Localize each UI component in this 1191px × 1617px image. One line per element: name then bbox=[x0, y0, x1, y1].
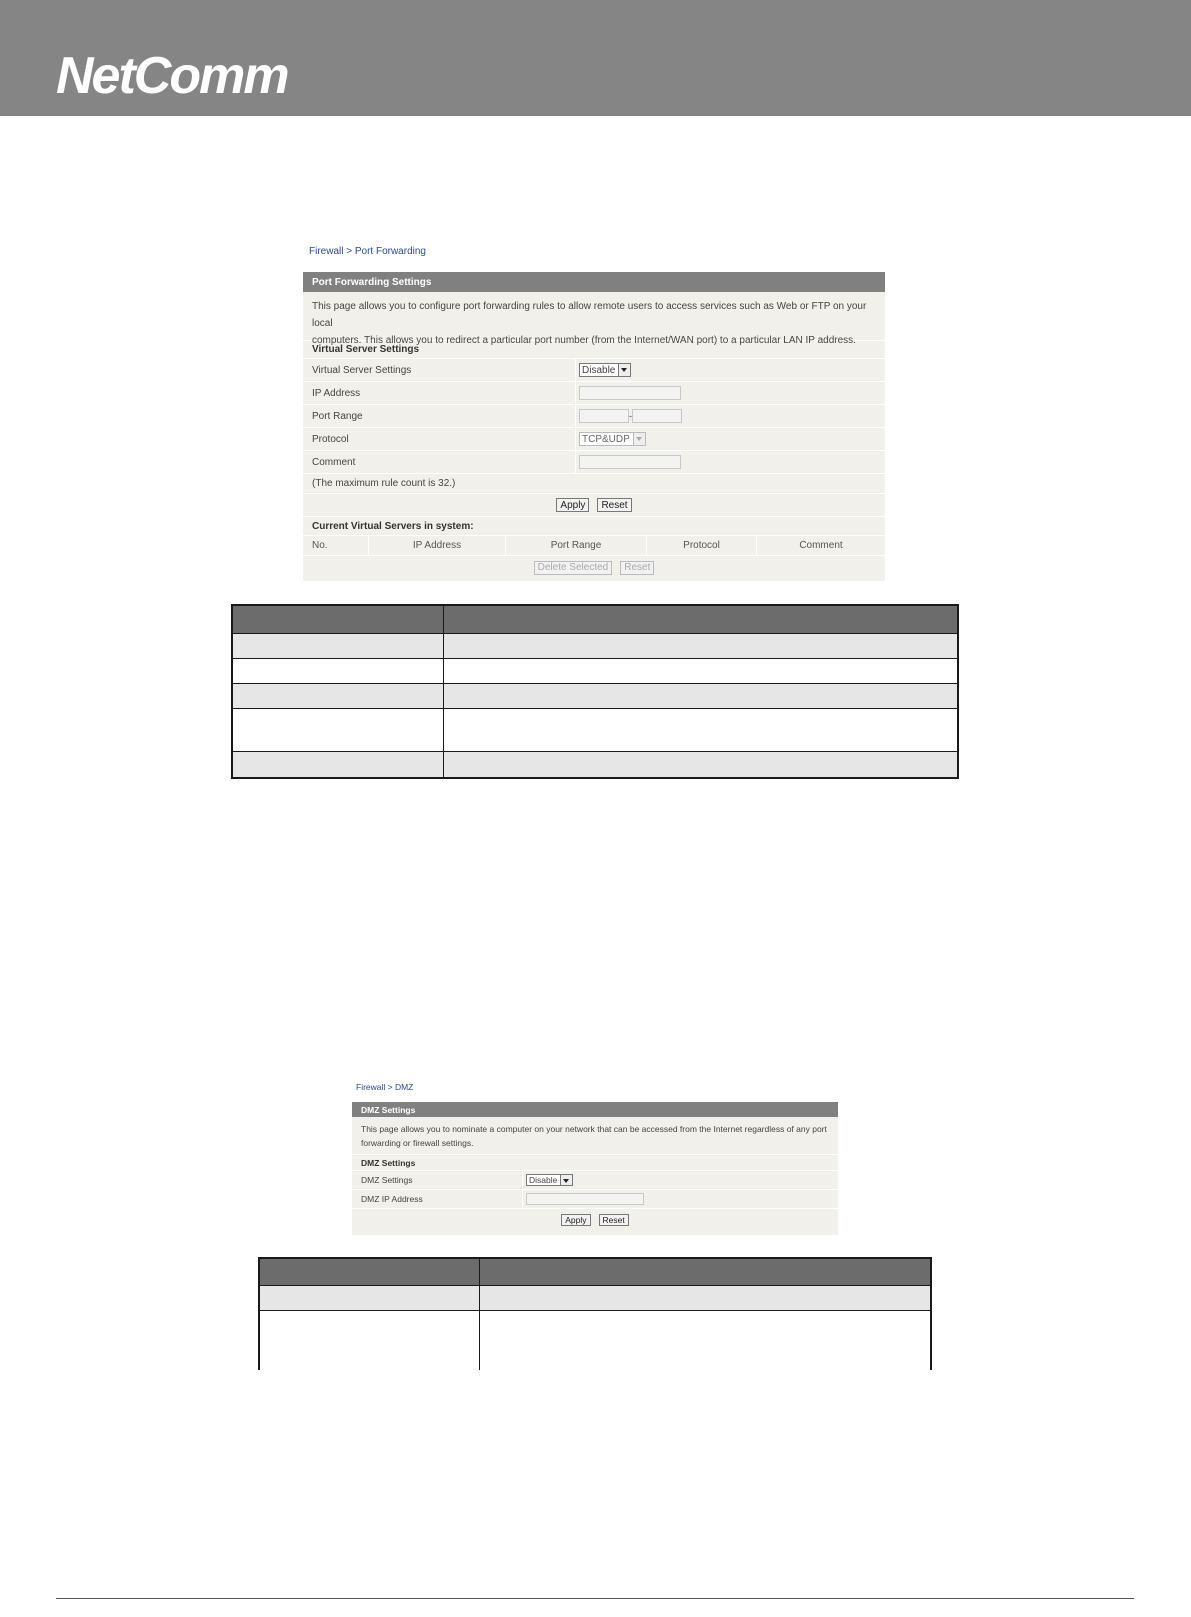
button-bar bbox=[303, 493, 885, 516]
delete-selected-button[interactable]: Delete Selected bbox=[534, 561, 613, 575]
protocol-row bbox=[303, 427, 885, 450]
description-line: This page allows you to configure port forwarding rules to allow remote users to access services such as Web or FTP on your local bbox=[312, 301, 867, 329]
panel-title: Port Forwarding Settings bbox=[303, 272, 885, 292]
chevron-down-icon bbox=[560, 1175, 572, 1185]
protocol-select[interactable] bbox=[579, 432, 646, 446]
port-start-input[interactable] bbox=[579, 409, 629, 423]
current-servers-title: Current Virtual Servers in system: bbox=[303, 516, 885, 535]
description-line: computers. This allows you to redirect a particular port number (from the Internet/WAN port) to a particular LAN IP address. bbox=[312, 335, 856, 346]
table-row bbox=[233, 751, 957, 777]
dmz-table bbox=[258, 1257, 932, 1370]
field-label: Comment bbox=[303, 451, 576, 473]
ip-address-input[interactable] bbox=[579, 386, 681, 400]
footer-divider bbox=[56, 1598, 1134, 1599]
description-line: forwarding or firewall settings. bbox=[361, 1138, 474, 1148]
dmz-ip-input[interactable] bbox=[526, 1193, 644, 1205]
section-title: DMZ Settings bbox=[352, 1154, 838, 1170]
chevron-down-icon bbox=[633, 433, 645, 445]
port-range-separator: - bbox=[629, 410, 632, 421]
servers-table-header bbox=[303, 535, 885, 555]
breadcrumb[interactable]: Firewall > Port Forwarding bbox=[309, 246, 426, 257]
reset-button[interactable]: Reset bbox=[597, 498, 631, 512]
column-header: No. bbox=[303, 536, 369, 555]
table-button-bar bbox=[303, 555, 885, 579]
field-label: Port Range bbox=[303, 405, 576, 427]
column-header: IP Address bbox=[369, 536, 506, 555]
reset-table-button[interactable]: Reset bbox=[620, 561, 654, 575]
column-header: Port Range bbox=[506, 536, 647, 555]
field-label: Protocol bbox=[303, 428, 576, 450]
dmz-breadcrumb[interactable]: Firewall > DMZ bbox=[356, 1082, 414, 1092]
comment-input[interactable] bbox=[579, 455, 681, 469]
section-title: Virtual Server Settings bbox=[303, 340, 885, 358]
max-rule-row bbox=[303, 473, 885, 493]
field-label: DMZ Settings bbox=[352, 1171, 523, 1189]
panel-description bbox=[352, 1117, 838, 1154]
table-row bbox=[233, 658, 957, 683]
table-row bbox=[233, 708, 957, 751]
header-banner bbox=[0, 0, 1191, 116]
select-value: Disable bbox=[582, 364, 616, 376]
dmz-panel bbox=[352, 1102, 838, 1235]
table-header bbox=[260, 1259, 930, 1285]
port-forwarding-panel bbox=[303, 272, 885, 581]
field-label: IP Address bbox=[303, 382, 576, 404]
dmz-apply-button[interactable]: Apply bbox=[561, 1214, 590, 1226]
field-label: DMZ IP Address bbox=[352, 1190, 523, 1208]
apply-button[interactable]: Apply bbox=[556, 498, 589, 512]
dmz-ip-row bbox=[352, 1189, 838, 1208]
netcomm-logo: NetComm bbox=[56, 47, 288, 105]
virtual-server-row bbox=[303, 358, 885, 381]
port-forwarding-table bbox=[231, 604, 959, 779]
dmz-button-bar bbox=[352, 1208, 838, 1231]
field-label: Virtual Server Settings bbox=[303, 359, 576, 381]
table-row bbox=[260, 1285, 930, 1310]
ip-address-row bbox=[303, 381, 885, 404]
panel-title: DMZ Settings bbox=[352, 1102, 838, 1117]
panel-description bbox=[303, 292, 885, 346]
column-header: Comment bbox=[799, 540, 843, 551]
select-value: Disable bbox=[529, 1175, 558, 1185]
port-range-row bbox=[303, 404, 885, 427]
max-rule-note: (The maximum rule count is 32.) bbox=[312, 478, 456, 489]
dmz-reset-button[interactable]: Reset bbox=[599, 1214, 629, 1226]
column-header: Protocol bbox=[647, 536, 757, 555]
table-row bbox=[233, 633, 957, 658]
virtual-server-select[interactable] bbox=[579, 363, 631, 377]
comment-row bbox=[303, 450, 885, 473]
description-line: This page allows you to nominate a computer on your network that can be accessed from the Internet regardless of any port bbox=[361, 1124, 827, 1134]
select-value: TCP&UDP bbox=[582, 433, 630, 445]
dmz-settings-select[interactable] bbox=[526, 1174, 573, 1186]
table-row bbox=[260, 1310, 930, 1370]
table-row bbox=[233, 683, 957, 708]
port-end-input[interactable] bbox=[632, 409, 682, 423]
chevron-down-icon bbox=[618, 364, 630, 376]
dmz-settings-row bbox=[352, 1170, 838, 1189]
table-header bbox=[233, 606, 957, 633]
